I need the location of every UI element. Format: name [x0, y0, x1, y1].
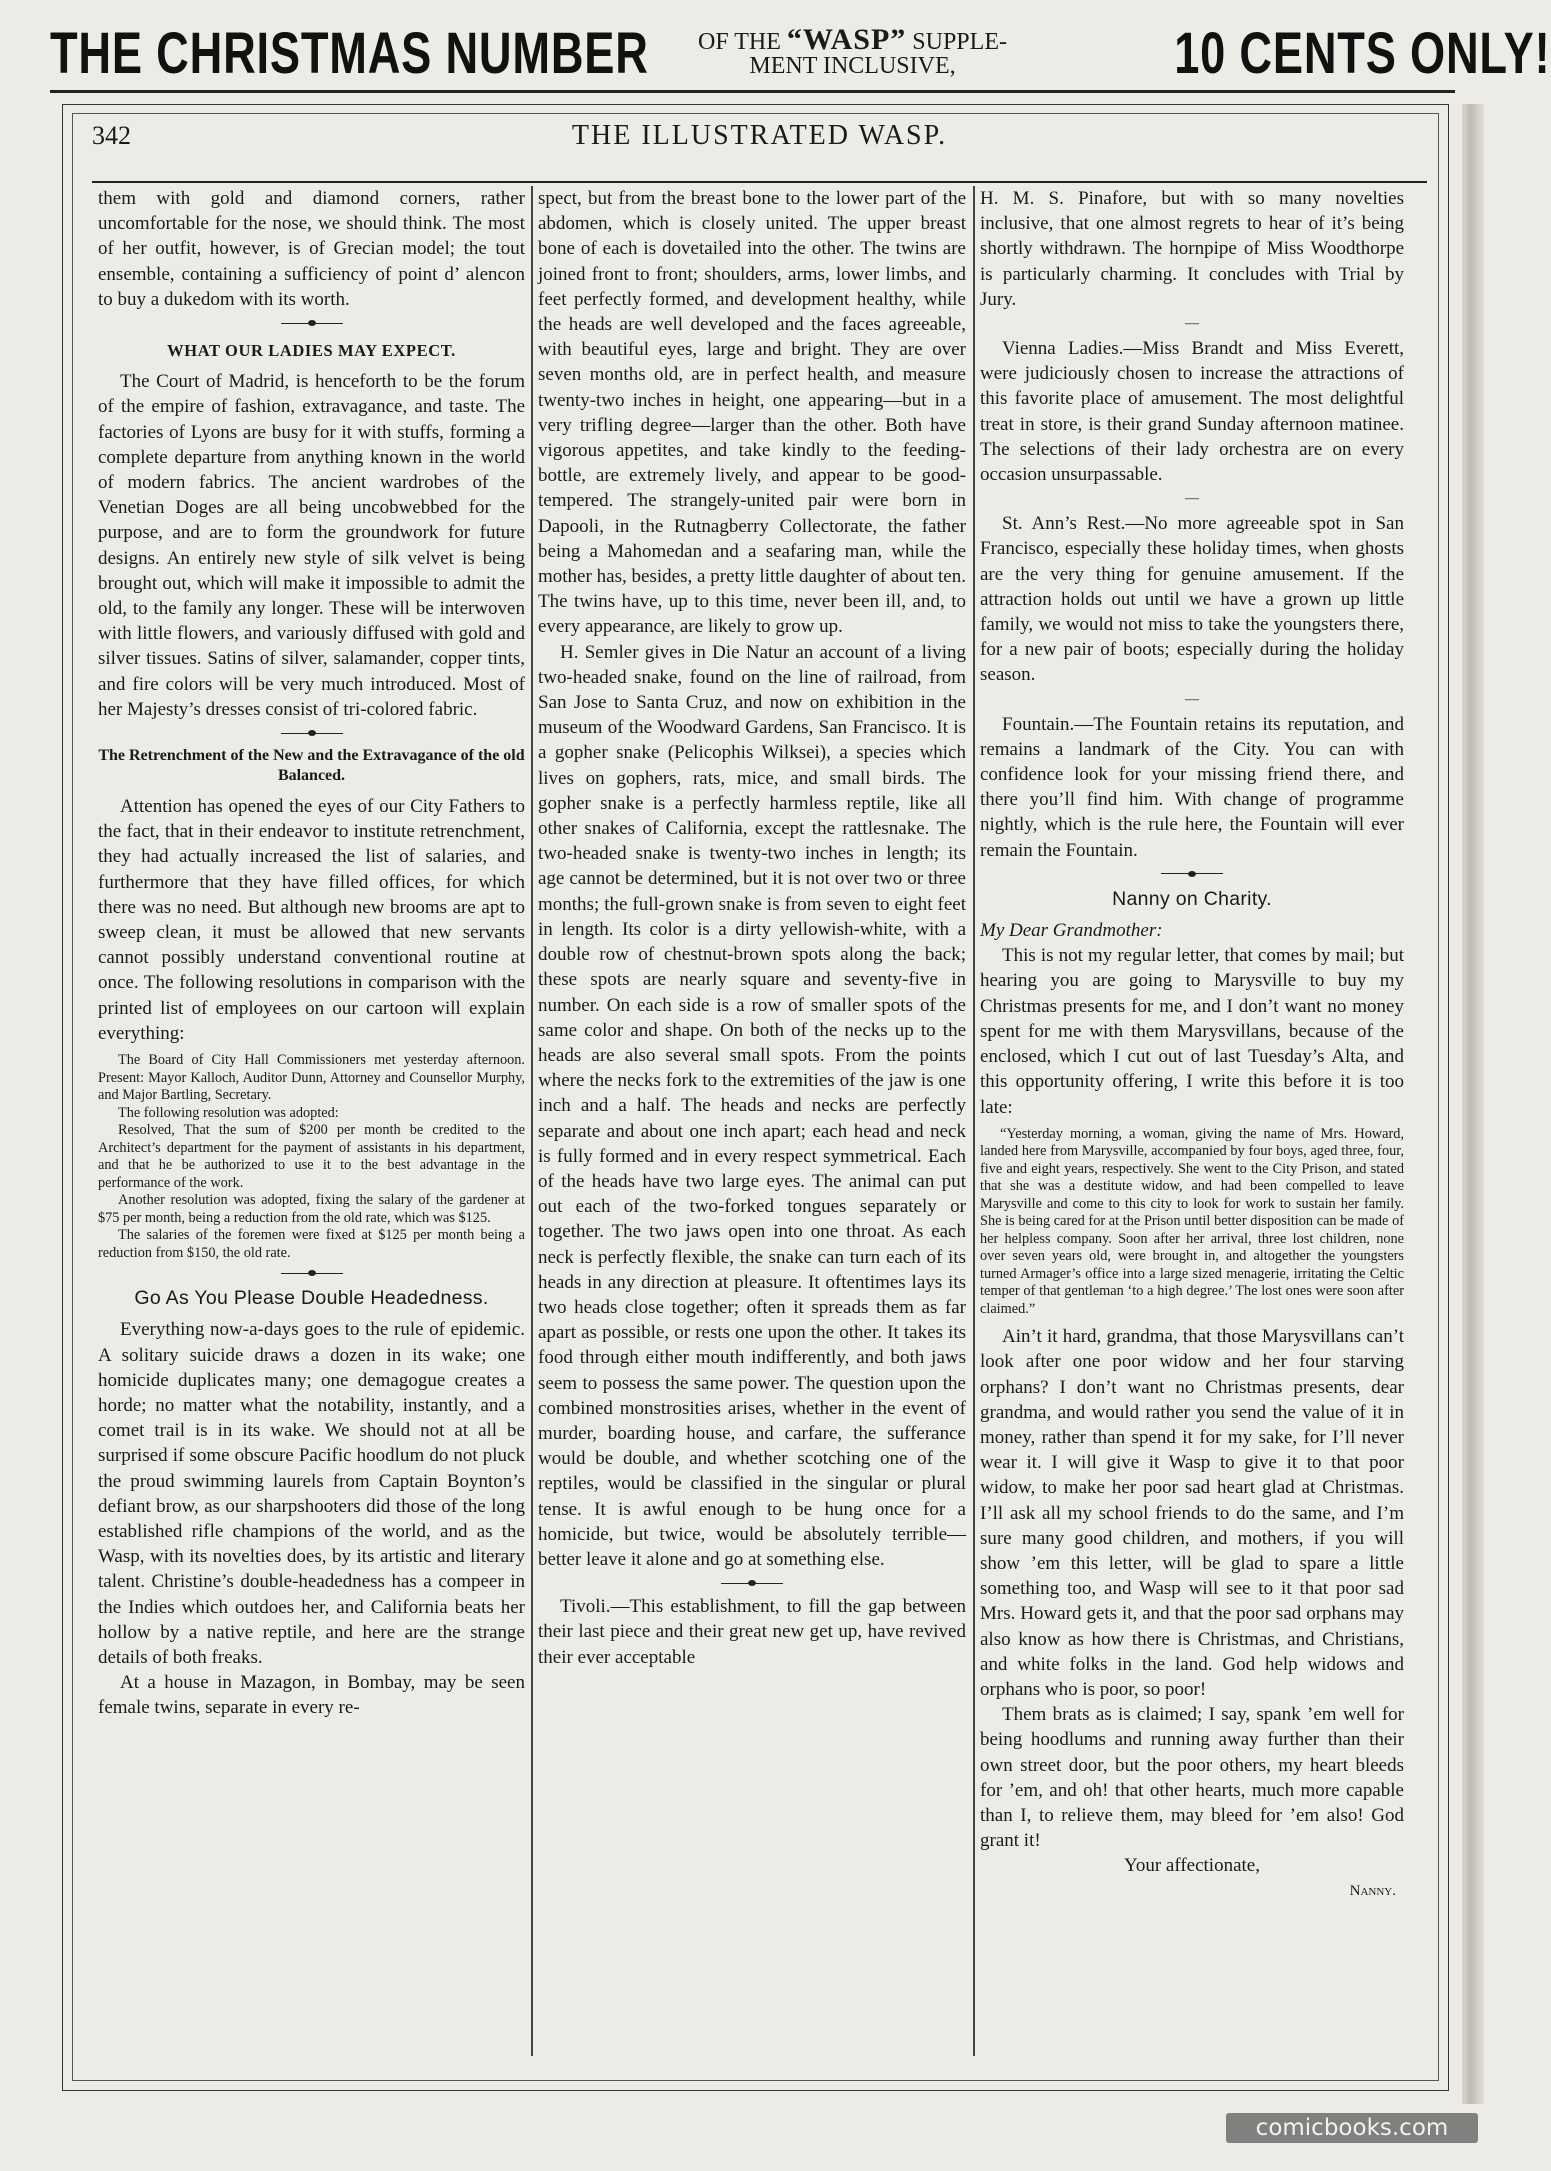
- banner-wasp: “WASP”: [786, 23, 907, 56]
- banner-middle-text: [633, 23, 1073, 79]
- journal-title: THE ILLUSTRATED WASP.: [571, 120, 948, 151]
- article-paragraph: Everything now-a-days goes to the rule of epidemic. A solitary suicide draws a dozen in its wake; one homicide duplicates many; one demagogue creates a horde; no matter what the notability, instantly, and a comet trail is in its wake. We should not at all be surprised if some obscure Pacific hoodlum do not pluck the proud swimming laurels from Captain Boynton’s defiant brow, as our sharpshooters did those of the long established rifle champions of the world, and as the Wasp, with its novelties does, by its artistic and literary talent. Christine’s double-headedness has a compeer in the Indies which outdoes her, and California beats her hollow by a native reptile, and here are the strange details of both freaks.: [98, 1319, 525, 1668]
- separator-ornament: [1161, 871, 1223, 877]
- banner-rule: [50, 90, 1455, 93]
- letter-closing: Your affectionate,: [1124, 1855, 1260, 1877]
- salutation-text: My Dear Grandmother:: [980, 920, 1163, 942]
- article-heading: WHAT OUR LADIES MAY EXPECT.: [167, 341, 456, 361]
- banner-supple: SUPPLE-: [912, 29, 1007, 55]
- quoted-report: Another resolution was adopted, fixing the salary of the gardener at $75 per month, being a reduction from the old rate, which was $125.: [98, 1192, 525, 1226]
- separator-ornament: [281, 320, 343, 326]
- site-watermark: comicbooks.com: [1226, 2113, 1478, 2143]
- separator-ornament: [281, 730, 343, 736]
- article-paragraph: St. Ann’s Rest.—No more agreeable spot in San Francisco, especially these holiday times, when ghosts are the very thing for genuine amusement. If the attraction holds out until we have a grown up little family, we would not miss to take the youngsters there, for a new pair of boots; especially during the holiday season.: [980, 513, 1404, 686]
- separator-ornament: [721, 1580, 783, 1586]
- article-heading: Go As You Please Double Headedness.: [134, 1287, 489, 1310]
- page-header: [92, 116, 1427, 156]
- article-heading: The Retrenchment of the New and the Extravagance of the old Balanced.: [98, 747, 525, 785]
- article-continuation: them with gold and diamond corners, rather uncomfortable for the nose, we should think. The most of her outfit, however, is of Grecian model; the tout ensemble, containing a sufficiency of point d’ alencon to buy a dukedom with its worth.: [98, 188, 525, 310]
- article-paragraph: At a house in Mazagon, in Bombay, may be seen female twins, separate in every re-: [98, 1672, 525, 1719]
- banner-of-the: OF THE: [698, 29, 781, 55]
- article-heading: Nanny on Charity.: [1112, 887, 1272, 910]
- column-1: [98, 186, 525, 2056]
- quoted-report: Resolved, That the sum of $200 per month be credited to the Architect’s department for the payment of assistants in his department, and that he be authorized to use it to the best advantage in the performance of the work.: [98, 1122, 525, 1191]
- letter-signature: Nanny.: [1349, 1882, 1396, 1899]
- header-rule: [92, 181, 1427, 183]
- article-paragraph: Attention has opened the eyes of our City Fathers to the fact, that in their endeavor to institute retrenchment, they had actually increased the list of salaries, and furthermore that they have filled offices, for which there was no need. But although new brooms are apt to sweep clean, it must be allowed that new servants cannot possibly understand conventional routine at once. The following resolutions in comparison with the printed list of employees on our cartoon will explain everything:: [98, 796, 525, 1044]
- page-number: 342: [92, 121, 131, 150]
- article-paragraph: H. M. S. Pinafore, but with so many novelties inclusive, that one almost regrets to hear of it’s being shortly withdrawn. The hornpipe of Miss Woodthorpe is particularly charming. It concludes with Trial by Jury.: [980, 188, 1404, 310]
- dash-separator: —: [1185, 691, 1199, 707]
- top-banner: [50, 18, 1551, 88]
- banner-ment-inclusive: MENT INCLUSIVE,: [749, 53, 956, 79]
- quoted-report: The salaries of the foremen were fixed at $125 per month being a reduction from $150, the old rate.: [98, 1227, 525, 1261]
- quoted-report: The following resolution was adopted:: [118, 1104, 339, 1121]
- article-paragraph: Vienna Ladies.—Miss Brandt and Miss Everett, were judiciously chosen to increase the attractions of this favorite place of amusement. The most delightful treat in store, is their grand Sunday afternoon matinee. The selections of their lady orchestra are on every occasion unsurpassable.: [980, 338, 1404, 486]
- letter-paragraph: Them brats as is claimed; I say, spank ’em well for being hoodlums and running away further than their own street door, but the poor others, my heart bleeds for ’em, and oh! that other hearts, much more capable than I, to relieve them, may bleed for ’em also! God grant it!: [980, 1704, 1404, 1852]
- letter-paragraph: This is not my regular letter, that comes by mail; but hearing you are going to Marysville to buy my Christmas presents for me, and I don’t want no money spent for me with them Marysvillans, because of the enclosed, which I cut out of last Tuesday’s Alta, and this opportunity offering, I write this before it is too late:: [980, 945, 1404, 1118]
- article-paragraph: spect, but from the breast bone to the lower part of the abdomen, which is closely united. The upper breast bone of each is dovetailed into the other. The twins are joined front to front; shoulders, arms, lower limbs, and feet perfectly formed, and development healthy, while the heads are well developed and the faces agreeable, with beautiful eyes, large and bright. They are over seven months old, are in perfect health, and measure twenty-two inches in height, one appearing—but in a very trifling degree—larger than the other. Both have vigorous appetites, and take kindly to the feeding-bottle, are extremely lively, and appear to be good-tempered. The strangely-united pair were born in Dapooli, in the Rutnagberry Collectorate, the father being a Mahomedan and a seafaring man, while the mother has, besides, a pretty little daughter of about ten. The twins have, up to this time, never been ill, and, to every appearance, are likely to grow up.: [538, 188, 966, 638]
- column-2: [538, 186, 966, 2056]
- article-paragraph: The Court of Madrid, is henceforth to be the forum of the empire of fashion, extravagance, and taste. The factories of Lyons are busy for it with stuffs, forming a complete departure from anything known in the world of modern fabrics. The ancient wardrobes of the Venetian Doges are all being uncobwebbed for the purpose, and are to form the groundwork for future designs. An entirely new style of silk velvet is being brought out, which will make it impossible to admit the old, to the family any longer. These will be interwoven with little flowers, and variously diffused with gold and silver tissues. Satins of silver, salamander, copper tints, and fire colors will be very much introduced. Most of her Majesty’s dresses consist of tri-colored fabric.: [98, 371, 525, 720]
- banner-headline-left: THE CHRISTMAS NUMBER: [50, 20, 649, 86]
- article-paragraph: H. Semler gives in Die Natur an account of a living two-headed snake, found on the line of railroad, from San Jose to Santa Cruz, and now on exhibition in the museum of the Woodward Gardens, San Francisco. It is a gopher snake (Pelicophis Wilksei), a species which lives on gophers, rats, mice, and small birds. The gopher snake is a perfectly harmless reptile, like all other snakes of California, except the rattlesnake. The two-headed snake is twenty-two inches in length; its age cannot be determined, but it is not over two or three months; the full-grown snake is from seven to eight feet in length. Its color is a dirty yellowish-white, with a double row of chestnut-brown spots along the back; these spots are nearly square and seventy-five in number. On each side is a row of smaller spots of the same color and shape. On both of the necks up to the heads are also several small spots. From the points where the necks fork to the extremities of the jaw is one inch and a half. The heads and necks are perfectly separate and about one inch apart; each head and neck is fully formed and in every respect symmetrical. Each of the heads have two large eyes. The animal can put out each of the two-forked tongues separately or together. The two jaws open into one throat. As each neck is perfectly flexible, the snake can turn each of its heads in any direction at pleasure. It oftentimes lays its two heads close together; often it spreads them as far apart as possible, or rests one upon the other. It takes its food through either mouth indifferently, and both jaws seem to possess the same power. The question upon the combined monstrosities arises, whether in the event of murder, boarding house, and carfare, the sufferance would be double, and whether scotching one of the reptiles, would be classified in the singular or plural tense. It is awful enough to be hung once for a homicide, but twice, would be absolutely terrible—better leave it alone and go at something else.: [538, 641, 966, 1570]
- column-rule: [973, 186, 975, 2056]
- article-paragraph: Fountain.—The Fountain retains its reputation, and remains a landmark of the City. You can with confidence look for your missing friend there, and there you’ll find him. With change of programme nightly, which is the rule here, the Fountain will ever remain the Fountain.: [980, 713, 1404, 861]
- separator-ornament: [281, 1270, 343, 1276]
- column-3: [980, 186, 1404, 2056]
- letter-salutation: [980, 918, 1404, 943]
- column-rule: [531, 186, 533, 2056]
- adjacent-page-edge: [1462, 104, 1484, 2104]
- article-paragraph: Tivoli.—This establishment, to fill the gap between their last piece and their great new get up, have revived their ever acceptable: [538, 1596, 966, 1668]
- quoted-report: The Board of City Hall Commissioners met yesterday afternoon. Present: Mayor Kalloch, Auditor Dunn, Attorney and Counsellor Murphy, and Major Bartling, Secretary.: [98, 1052, 525, 1104]
- letter-paragraph: Ain’t it hard, grandma, that those Marysvillans can’t look after one poor widow and her four starving orphans? I don’t want no Christmas presents, dear grandma, and would rather you send the value of it in money, rather than spend it for my sake, for I’ll never wear it. I will give it Wasp to give it to that poor widow, to make her poor sad heart glad at Christmas. I’ll ask all my school friends to do the same, and I’m sure many good children, and mothers, if you will show ’em this letter, will be glad to spare a little something too, and Wasp will see to it that poor sad Mrs. Howard gets it, and that the poor sad orphans may also know as how there is Christmas, and Christians, and white folks in the land. God help widows and orphans who is poor, so poor!: [980, 1326, 1404, 1701]
- quoted-clipping: “Yesterday morning, a woman, giving the name of Mrs. Howard, landed here from Marysville, accompanied by four boys, aged three, four, five and eight years, respectively. She went to the City Prison, and stated that she was a destitute widow, and had been compelled to leave Marysville and come to this city to look for work to sustain her family. She is being cared for at the Prison until better disposition can be made of her helpless company. Soon after her arrival, three lost children, none over seven years old, were brought in, and altogether the youngsters turned Armager’s office into a large sized menagerie, irritating the Celtic temper of that gentleman ‘to a high degree.’ The lost ones were soon after claimed.”: [980, 1125, 1404, 1317]
- banner-price: 10 CENTS ONLY!: [1174, 20, 1551, 86]
- dash-separator: —: [1185, 316, 1199, 332]
- dash-separator: —: [1185, 491, 1199, 507]
